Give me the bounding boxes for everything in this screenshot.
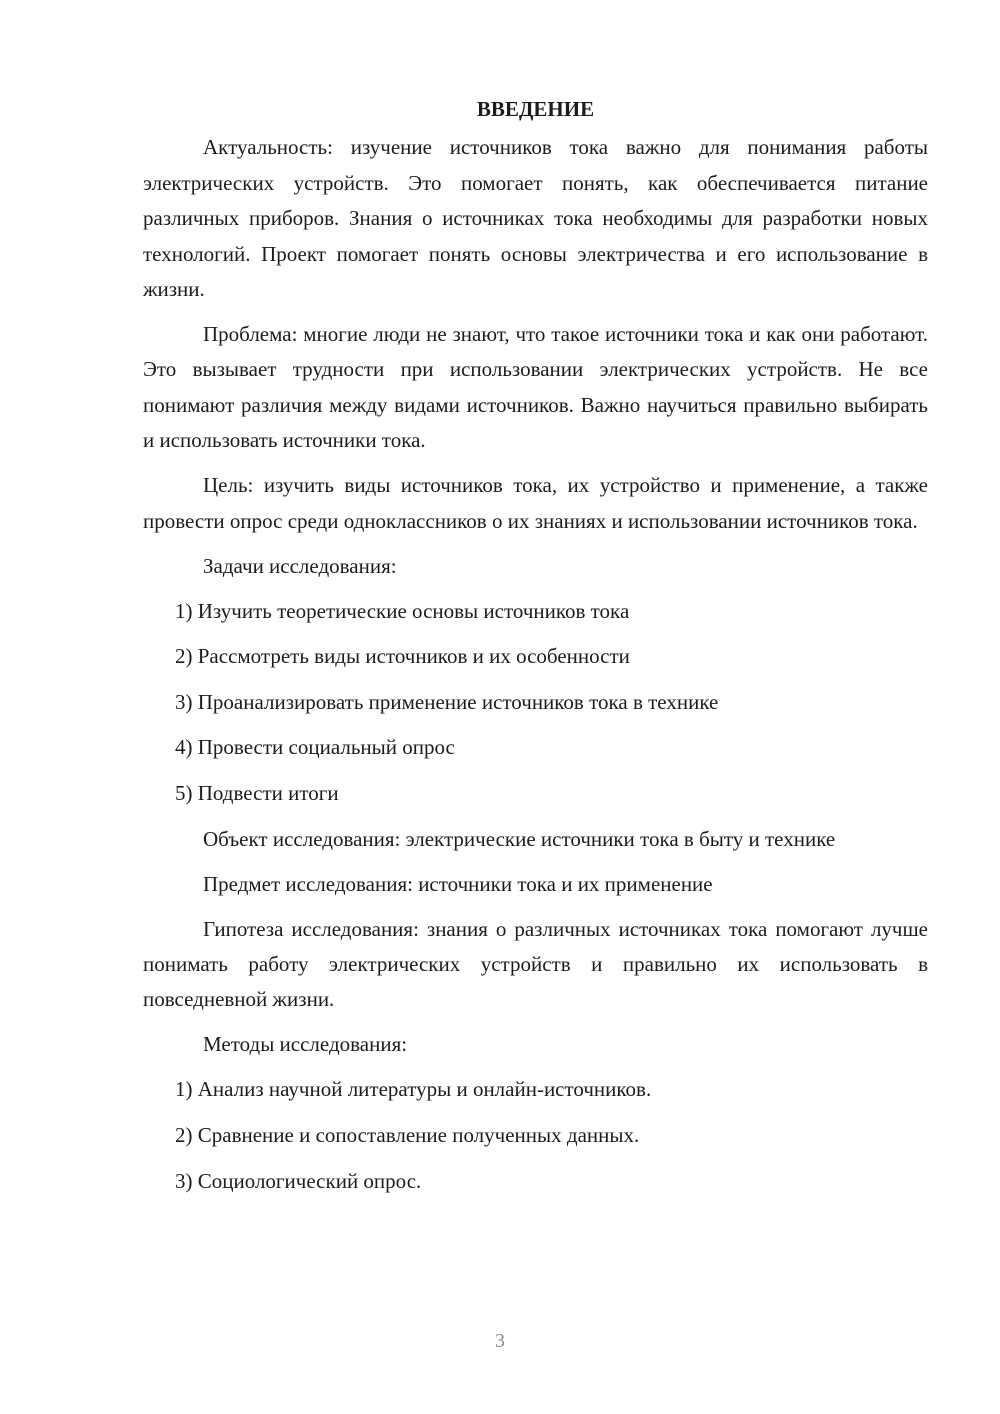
paragraph-object: Объект исследования: электрические источники тока в быту и технике [203, 826, 836, 851]
document-page [143, 92, 928, 1209]
methods-list [143, 1072, 928, 1199]
paragraph-problem: Проблема: многие люди не знают, что такое источники тока и как они работают. Это вызывает трудности при использовании электрических устройств. Не все понимают различия между видами источников. Важно научиться правильно выбирать и использовать источники тока. [143, 322, 928, 453]
list-item: 1) Изучить теоретические основы источников тока [175, 598, 630, 623]
section-title: ВВЕДЕНИЕ [476, 97, 595, 121]
list-item: 2) Рассмотреть виды источников и их особенности [175, 644, 630, 669]
list-item: 5) Подвести итоги [175, 781, 339, 806]
list-item: 2) Сравнение и сопоставление полученных данных. [175, 1123, 640, 1148]
list-item: 3) Проанализировать применение источников тока в технике [175, 689, 719, 714]
paragraph-goal: Цель: изучить виды источников тока, их устройство и применение, а также провести опрос среди одноклассников о их знаниях и использовании источников тока. [143, 473, 928, 533]
list-item: 3) Социологический опрос. [175, 1168, 422, 1193]
paragraph-relevance: Актуальность: изучение источников тока важно для понимания работы электрических устройств. Это помогает понять, как обеспечивается питание различных приборов. Знания о источниках тока необходимы для разработки новых технологий. Проект помогает понять основы электричества и его использование в жизни. [143, 135, 928, 302]
list-item: 1) Анализ научной литературы и онлайн-источников. [175, 1077, 652, 1102]
page-number: 3 [495, 1330, 505, 1352]
tasks-heading: Задачи исследования: [203, 553, 397, 578]
list-item: 4) Провести социальный опрос [175, 735, 455, 760]
paragraph-hypothesis: Гипотеза исследования: знания о различных источниках тока помогают лучше понимать работу электрических устройств и правильно их использовать в повседневной жизни. [143, 916, 928, 1012]
paragraph-subject: Предмет исследования: источники тока и их применение [203, 871, 713, 896]
tasks-list [143, 594, 928, 812]
methods-heading: Методы исследования: [203, 1032, 408, 1057]
